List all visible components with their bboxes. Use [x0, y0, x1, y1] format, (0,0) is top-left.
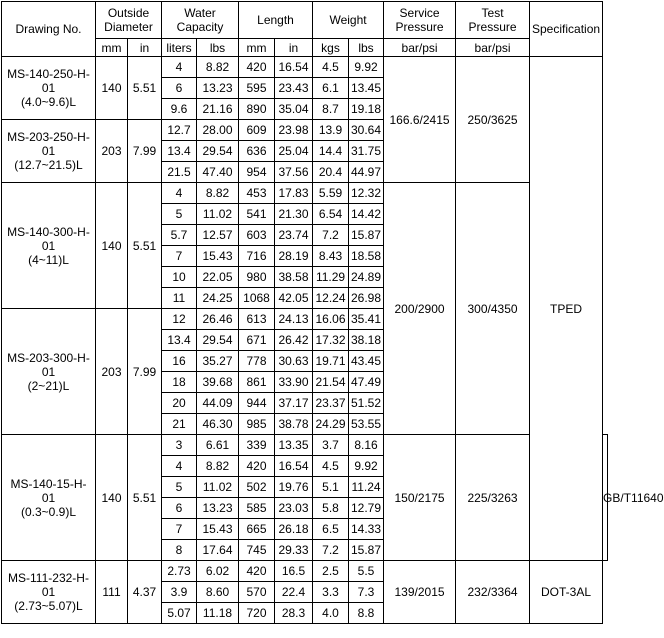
header-service-pressure: Service Pressure [384, 2, 456, 39]
drawing-no-line: (4.0~9.6)L [20, 95, 77, 109]
weight-kgs: 13.9 [313, 120, 349, 141]
weight-lbs: 30.64 [349, 120, 384, 141]
weight-kgs: 16.06 [313, 309, 349, 330]
length-in: 16.5 [275, 561, 313, 582]
capacity-liters: 3.9 [162, 582, 197, 603]
capacity-lbs: 15.43 [197, 519, 239, 540]
capacity-lbs: 8.60 [197, 582, 239, 603]
capacity-liters: 4 [162, 57, 197, 78]
length-mm: 603 [239, 225, 275, 246]
capacity-liters: 16 [162, 351, 197, 372]
capacity-lbs: 17.64 [197, 540, 239, 561]
capacity-liters: 5.7 [162, 225, 197, 246]
weight-kgs: 3.7 [313, 435, 349, 456]
test-pressure: 300/4350 [456, 183, 530, 435]
outside-diameter-mm: 140 [96, 57, 128, 120]
weight-lbs: 43.45 [349, 351, 384, 372]
capacity-liters: 13.4 [162, 330, 197, 351]
length-in: 37.56 [275, 162, 313, 183]
length-in: 21.30 [275, 204, 313, 225]
drawing-no-cell [2, 561, 96, 624]
weight-kgs: 7.2 [313, 225, 349, 246]
length-mm: 636 [239, 141, 275, 162]
unit-weight-kgs: kgs [313, 39, 349, 57]
capacity-lbs: 11.18 [197, 603, 239, 624]
capacity-lbs: 8.82 [197, 456, 239, 477]
header-outside-diameter: Outside Diameter [96, 2, 162, 39]
outside-diameter-mm: 203 [96, 309, 128, 435]
weight-kgs: 14.4 [313, 141, 349, 162]
specification: TPED [530, 57, 603, 561]
table-row [2, 183, 608, 204]
capacity-lbs: 39.68 [197, 372, 239, 393]
table-row [2, 435, 608, 456]
capacity-lbs: 15.43 [197, 246, 239, 267]
unit-test-pressure: bar/psi [456, 39, 530, 57]
capacity-liters: 5.07 [162, 603, 197, 624]
specification: DOT-3AL [530, 561, 603, 624]
weight-kgs: 8.7 [313, 99, 349, 120]
capacity-lbs: 35.27 [197, 351, 239, 372]
capacity-lbs: 13.23 [197, 78, 239, 99]
weight-kgs: 4.0 [313, 603, 349, 624]
weight-kgs: 5.59 [313, 183, 349, 204]
length-mm: 453 [239, 183, 275, 204]
weight-lbs: 26.98 [349, 288, 384, 309]
capacity-liters: 12.7 [162, 120, 197, 141]
drawing-no-line: MS-203-300-H- [7, 350, 90, 365]
specification: GB/T11640 [603, 435, 608, 561]
spec-table-body [2, 57, 664, 624]
capacity-liters: 6 [162, 498, 197, 519]
length-mm: 745 [239, 540, 275, 561]
capacity-lbs: 44.09 [197, 393, 239, 414]
length-in: 24.13 [275, 309, 313, 330]
weight-lbs: 7.3 [349, 582, 384, 603]
outside-diameter-mm: 203 [96, 120, 128, 183]
capacity-liters: 12 [162, 309, 197, 330]
weight-lbs: 19.18 [349, 99, 384, 120]
weight-kgs: 7.2 [313, 540, 349, 561]
weight-kgs: 3.3 [313, 582, 349, 603]
capacity-lbs: 13.23 [197, 498, 239, 519]
drawing-no-line: 01 [41, 81, 56, 95]
test-pressure: 225/3263 [456, 435, 530, 561]
drawing-no-line: MS-140-15-H- [10, 476, 87, 491]
length-in: 38.78 [275, 414, 313, 435]
length-in: 16.54 [275, 57, 313, 78]
length-in: 17.83 [275, 183, 313, 204]
drawing-no-line: (12.7~21.5)L [14, 158, 83, 172]
outside-diameter-in: 5.51 [128, 435, 162, 561]
weight-lbs: 13.45 [349, 78, 384, 99]
length-mm: 861 [239, 372, 275, 393]
weight-lbs: 9.92 [349, 456, 384, 477]
length-mm: 985 [239, 414, 275, 435]
drawing-no-line: MS-111-232-H- [8, 571, 89, 585]
weight-lbs: 53.55 [349, 414, 384, 435]
outside-diameter-in: 5.51 [128, 183, 162, 309]
length-mm: 720 [239, 603, 275, 624]
capacity-lbs: 8.82 [197, 57, 239, 78]
length-mm: 716 [239, 246, 275, 267]
length-mm: 502 [239, 477, 275, 498]
capacity-liters: 7 [162, 519, 197, 540]
capacity-lbs: 6.61 [197, 435, 239, 456]
length-in: 19.76 [275, 477, 313, 498]
outside-diameter-in: 7.99 [128, 309, 162, 435]
weight-lbs: 14.42 [349, 204, 384, 225]
outside-diameter-mm: 140 [96, 183, 128, 309]
length-in: 23.74 [275, 225, 313, 246]
length-mm: 585 [239, 498, 275, 519]
weight-lbs: 31.75 [349, 141, 384, 162]
weight-kgs: 17.32 [313, 330, 349, 351]
weight-lbs: 14.33 [349, 519, 384, 540]
weight-lbs: 5.5 [349, 561, 384, 582]
weight-kgs: 2.5 [313, 561, 349, 582]
weight-lbs: 8.16 [349, 435, 384, 456]
capacity-liters: 20 [162, 393, 197, 414]
weight-lbs: 35.41 [349, 309, 384, 330]
capacity-lbs: 12.57 [197, 225, 239, 246]
capacity-liters: 2.73 [162, 561, 197, 582]
length-mm: 954 [239, 162, 275, 183]
length-mm: 570 [239, 582, 275, 603]
length-in: 28.19 [275, 246, 313, 267]
length-in: 23.03 [275, 498, 313, 519]
weight-kgs: 5.8 [313, 498, 349, 519]
length-mm: 890 [239, 99, 275, 120]
capacity-lbs: 47.40 [197, 162, 239, 183]
length-in: 23.98 [275, 120, 313, 141]
capacity-liters: 10 [162, 267, 197, 288]
capacity-liters: 21.5 [162, 162, 197, 183]
outside-diameter-in: 7.99 [128, 120, 162, 183]
length-mm: 671 [239, 330, 275, 351]
header-water-capacity: Water Capacity [162, 2, 239, 39]
weight-kgs: 23.37 [313, 393, 349, 414]
weight-kgs: 5.1 [313, 477, 349, 498]
service-pressure: 166.6/2415 [384, 57, 456, 183]
capacity-lbs: 29.54 [197, 141, 239, 162]
capacity-liters: 13.4 [162, 141, 197, 162]
length-in: 23.43 [275, 78, 313, 99]
capacity-lbs: 22.05 [197, 267, 239, 288]
length-mm: 778 [239, 351, 275, 372]
capacity-liters: 9.6 [162, 99, 197, 120]
length-in: 37.17 [275, 393, 313, 414]
weight-kgs: 21.54 [313, 372, 349, 393]
header-drawing-no: Drawing No. [2, 2, 96, 57]
weight-lbs: 18.58 [349, 246, 384, 267]
length-mm: 541 [239, 204, 275, 225]
weight-lbs: 51.52 [349, 393, 384, 414]
capacity-lbs: 11.02 [197, 204, 239, 225]
weight-kgs: 4.5 [313, 456, 349, 477]
length-in: 33.90 [275, 372, 313, 393]
table-row [2, 57, 608, 78]
test-pressure: 232/3364 [456, 561, 530, 624]
length-in: 13.35 [275, 435, 313, 456]
weight-kgs: 6.54 [313, 204, 349, 225]
drawing-no-line: (2~21)L [27, 378, 70, 393]
length-in: 22.4 [275, 582, 313, 603]
length-in: 38.58 [275, 267, 313, 288]
capacity-liters: 4 [162, 456, 197, 477]
drawing-no-cell [2, 120, 96, 183]
weight-kgs: 24.29 [313, 414, 349, 435]
drawing-no-cell [2, 57, 96, 120]
capacity-lbs: 11.02 [197, 477, 239, 498]
outside-diameter-mm: 111 [96, 561, 128, 624]
length-mm: 665 [239, 519, 275, 540]
drawing-no-line: 01 [41, 490, 56, 505]
capacity-lbs: 46.30 [197, 414, 239, 435]
unit-od-in: in [128, 39, 162, 57]
drawing-no-line: 01 [41, 144, 56, 158]
drawing-no-line: 01 [41, 585, 56, 599]
capacity-liters: 4 [162, 183, 197, 204]
capacity-liters: 21 [162, 414, 197, 435]
length-mm: 420 [239, 57, 275, 78]
length-mm: 420 [239, 456, 275, 477]
drawing-no-line: (4~11)L [28, 252, 69, 267]
weight-lbs: 12.32 [349, 183, 384, 204]
test-pressure: 250/3625 [456, 57, 530, 183]
length-mm: 595 [239, 78, 275, 99]
drawing-no-cell [2, 309, 96, 435]
capacity-lbs: 26.46 [197, 309, 239, 330]
capacity-liters: 18 [162, 372, 197, 393]
drawing-no-line: (0.3~0.9)L [20, 504, 77, 519]
weight-lbs: 47.49 [349, 372, 384, 393]
weight-lbs: 38.18 [349, 330, 384, 351]
drawing-no-line: MS-140-250-H- [7, 67, 90, 81]
capacity-liters: 5 [162, 477, 197, 498]
capacity-liters: 7 [162, 246, 197, 267]
drawing-no-line: MS-203-250-H- [7, 130, 90, 144]
unit-od-mm: mm [96, 39, 128, 57]
outside-diameter-in: 5.51 [128, 57, 162, 120]
header-specification: Specification [530, 2, 603, 57]
unit-length-in: in [275, 39, 313, 57]
drawing-no-line: MS-140-300-H- [7, 224, 90, 239]
weight-lbs: 12.79 [349, 498, 384, 519]
service-pressure: 200/2900 [384, 183, 456, 435]
table-row [2, 561, 608, 582]
length-in: 29.33 [275, 540, 313, 561]
weight-lbs: 15.87 [349, 225, 384, 246]
capacity-liters: 8 [162, 540, 197, 561]
weight-lbs: 11.24 [349, 477, 384, 498]
outside-diameter-in: 4.37 [128, 561, 162, 624]
length-mm: 613 [239, 309, 275, 330]
capacity-lbs: 6.02 [197, 561, 239, 582]
header-weight: Weight [313, 2, 384, 39]
length-in: 35.04 [275, 99, 313, 120]
weight-kgs: 4.5 [313, 57, 349, 78]
unit-length-mm: mm [239, 39, 275, 57]
weight-kgs: 19.71 [313, 351, 349, 372]
drawing-no-line: 01 [41, 238, 56, 253]
length-in: 28.3 [275, 603, 313, 624]
service-pressure: 139/2015 [384, 561, 456, 624]
capacity-lbs: 21.16 [197, 99, 239, 120]
drawing-no-cell [2, 183, 96, 309]
length-mm: 339 [239, 435, 275, 456]
capacity-liters: 5 [162, 204, 197, 225]
weight-kgs: 6.5 [313, 519, 349, 540]
capacity-liters: 6 [162, 78, 197, 99]
weight-kgs: 8.43 [313, 246, 349, 267]
cylinder-spec-table [1, 1, 664, 624]
service-pressure: 150/2175 [384, 435, 456, 561]
length-in: 30.63 [275, 351, 313, 372]
length-mm: 609 [239, 120, 275, 141]
weight-lbs: 44.97 [349, 162, 384, 183]
length-in: 26.42 [275, 330, 313, 351]
unit-capacity-liters: liters [162, 39, 197, 57]
capacity-lbs: 24.25 [197, 288, 239, 309]
weight-kgs: 20.4 [313, 162, 349, 183]
capacity-lbs: 8.82 [197, 183, 239, 204]
header-test-pressure: Test Pressure [456, 2, 530, 39]
length-in: 25.04 [275, 141, 313, 162]
weight-kgs: 12.24 [313, 288, 349, 309]
length-mm: 980 [239, 267, 275, 288]
length-in: 26.18 [275, 519, 313, 540]
header-length: Length [239, 2, 313, 39]
weight-kgs: 6.1 [313, 78, 349, 99]
length-mm: 944 [239, 393, 275, 414]
length-in: 42.05 [275, 288, 313, 309]
capacity-liters: 11 [162, 288, 197, 309]
capacity-lbs: 28.00 [197, 120, 239, 141]
weight-lbs: 15.87 [349, 540, 384, 561]
drawing-no-line: (2.73~5.07)L [14, 599, 83, 613]
capacity-lbs: 29.54 [197, 330, 239, 351]
weight-lbs: 24.89 [349, 267, 384, 288]
unit-service-pressure: bar/psi [384, 39, 456, 57]
unit-weight-lbs: lbs [349, 39, 384, 57]
length-mm: 420 [239, 561, 275, 582]
outside-diameter-mm: 140 [96, 435, 128, 561]
unit-capacity-lbs: lbs [197, 39, 239, 57]
capacity-liters: 3 [162, 435, 197, 456]
drawing-no-line: 01 [41, 364, 56, 379]
drawing-no-cell [2, 435, 96, 561]
weight-kgs: 11.29 [313, 267, 349, 288]
weight-lbs: 8.8 [349, 603, 384, 624]
length-in: 16.54 [275, 456, 313, 477]
weight-lbs: 9.92 [349, 57, 384, 78]
length-mm: 1068 [239, 288, 275, 309]
